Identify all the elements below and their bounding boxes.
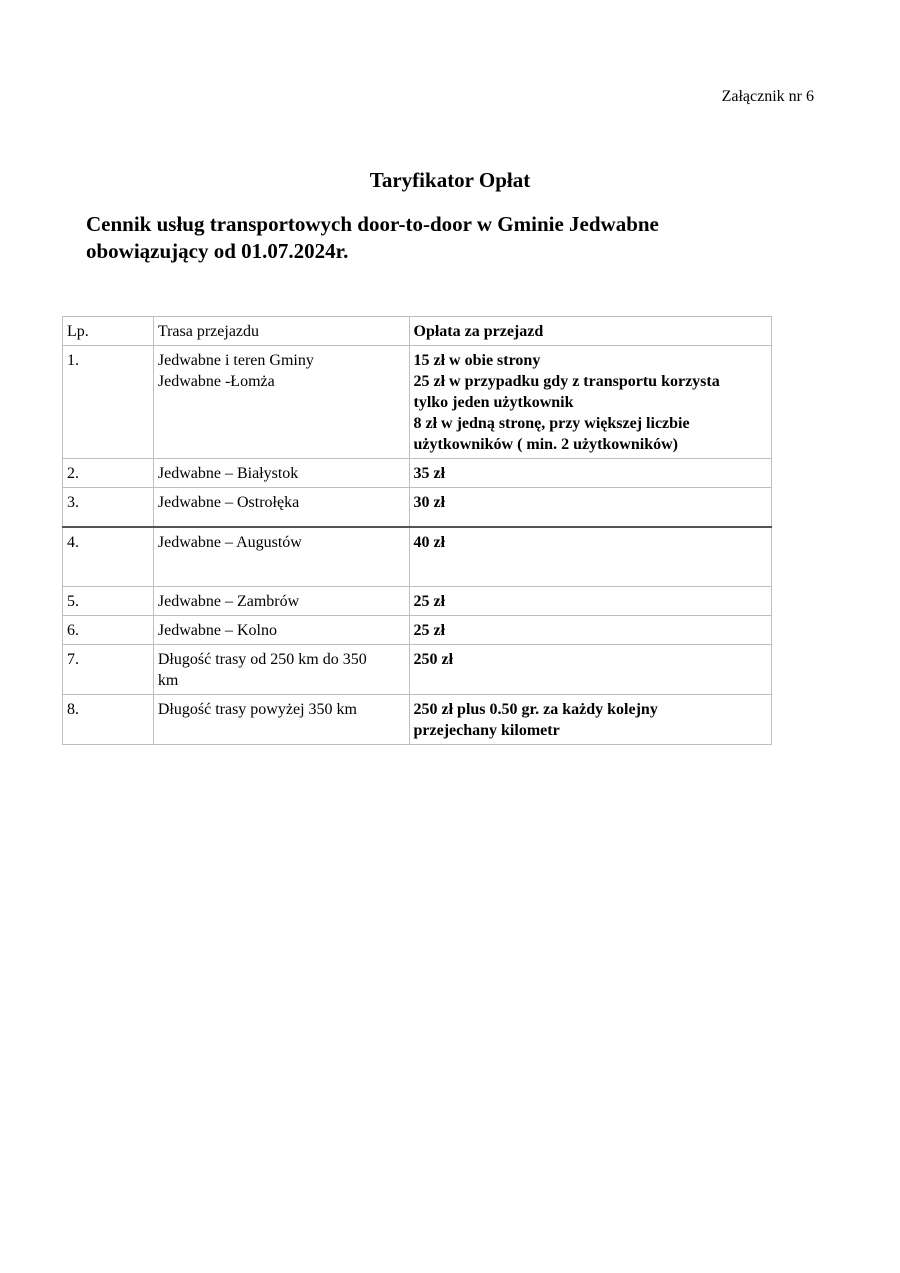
price-line: 250 zł plus 0.50 gr. za każdy kolejny <box>413 701 658 718</box>
row-lp: 4. <box>63 527 154 587</box>
row-price <box>409 616 772 645</box>
row-lp: 1. <box>63 346 154 459</box>
table-header-row <box>63 317 772 346</box>
header-route: Trasa przejazdu <box>153 317 409 346</box>
table-row <box>63 488 772 528</box>
route-line: km <box>157 672 179 689</box>
row-price <box>409 527 772 587</box>
document-subtitle <box>86 211 806 265</box>
route-line: Długość trasy od 250 km do 350 <box>157 651 367 668</box>
price-line: przejechany kilometr <box>413 722 560 739</box>
row-route <box>153 695 409 745</box>
row-lp: 8. <box>63 695 154 745</box>
subtitle-line: Cennik usług transportowych door-to-door w Gminie Jedwabne <box>86 212 659 236</box>
route-line: Jedwabne – Kolno <box>157 622 277 639</box>
document-title: Taryfikator Opłat <box>369 168 531 192</box>
row-price <box>409 459 772 488</box>
route-line: Jedwabne -Łomża <box>157 373 275 390</box>
row-route <box>153 488 409 528</box>
price-line: 40 zł <box>413 534 446 551</box>
row-price <box>409 587 772 616</box>
table-row <box>63 346 772 459</box>
price-line: 8 zł w jedną stronę, przy większej liczbie <box>413 415 690 432</box>
route-line: Długość trasy powyżej 350 km <box>157 701 357 718</box>
route-line: Jedwabne i teren Gminy <box>157 352 314 369</box>
row-lp: 2. <box>63 459 154 488</box>
price-line: użytkowników ( min. 2 użytkowników) <box>413 436 678 453</box>
row-route <box>153 527 409 587</box>
price-line: 35 zł <box>413 465 446 482</box>
row-lp: 6. <box>63 616 154 645</box>
table-row <box>63 459 772 488</box>
table-row <box>63 695 772 745</box>
table-row <box>63 587 772 616</box>
annex-label: Załącznik nr 6 <box>721 88 814 105</box>
price-line: 25 zł w przypadku gdy z transportu korzysta <box>413 373 720 390</box>
row-route <box>153 616 409 645</box>
row-lp: 7. <box>63 645 154 695</box>
row-price <box>409 488 772 528</box>
header-price: Opłata za przejazd <box>409 317 772 346</box>
header-lp: Lp. <box>63 317 154 346</box>
price-line: 15 zł w obie strony <box>413 352 541 369</box>
row-price <box>409 695 772 745</box>
tariff-table <box>62 316 772 745</box>
subtitle-line: obowiązujący od 01.07.2024r. <box>86 239 349 263</box>
row-lp: 3. <box>63 488 154 528</box>
route-line: Jedwabne – Ostrołęka <box>157 494 300 511</box>
route-line: Jedwabne – Zambrów <box>157 593 300 610</box>
price-line: 30 zł <box>413 494 446 511</box>
row-route <box>153 645 409 695</box>
table-row <box>63 645 772 695</box>
row-route <box>153 587 409 616</box>
price-line: 250 zł <box>413 651 454 668</box>
row-price <box>409 346 772 459</box>
price-line: 25 zł <box>413 593 446 610</box>
price-line: tylko jeden użytkownik <box>413 394 574 411</box>
row-price <box>409 645 772 695</box>
price-line: 25 zł <box>413 622 446 639</box>
row-lp: 5. <box>63 587 154 616</box>
row-route <box>153 346 409 459</box>
table-row <box>63 527 772 587</box>
row-route <box>153 459 409 488</box>
table-row <box>63 616 772 645</box>
route-line: Jedwabne – Białystok <box>157 465 299 482</box>
route-line: Jedwabne – Augustów <box>157 534 302 551</box>
